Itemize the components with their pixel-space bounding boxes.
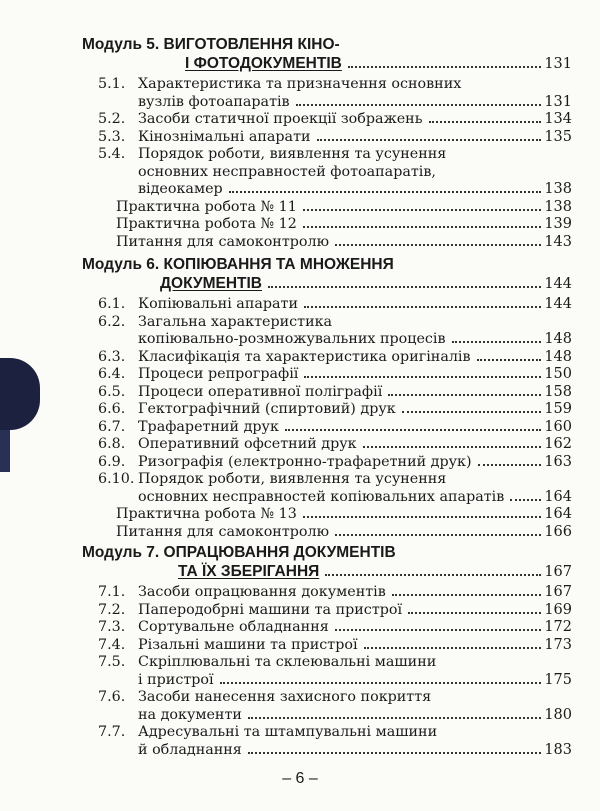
entry-number: 6.7. — [98, 418, 126, 435]
module-5 — [82, 36, 572, 251]
entry-page-number: 134 — [544, 111, 572, 127]
dot-leader — [335, 534, 541, 536]
module-title-line1: Модуль 6. КОПІЮВАННЯ ТА МНОЖЕННЯ — [82, 256, 394, 273]
dot-leader — [325, 574, 541, 576]
entry-number: 6.4. — [98, 366, 126, 382]
entry-title: основних несправностей копіювальних апаратів — [138, 488, 505, 505]
module-heading — [82, 544, 572, 581]
entry-title: Засоби нанесення захисного покриття — [138, 689, 432, 705]
entry-number: 6.8. — [98, 436, 126, 452]
dot-leader — [335, 244, 541, 246]
entry-page-number: 166 — [544, 523, 572, 540]
entry-title: Засоби статичної проекції зображень — [138, 111, 423, 127]
entry-line — [138, 584, 572, 602]
module-page-number: 167 — [544, 564, 572, 580]
entry-page-number: 138 — [544, 181, 572, 197]
entry-page-number: 135 — [544, 128, 572, 145]
entry-title: Питання для самоконтролю — [116, 233, 330, 250]
dot-leader — [363, 446, 542, 448]
entry-body — [116, 524, 572, 542]
entry-number: 5.2. — [98, 111, 126, 127]
entry-line — [138, 654, 572, 672]
entry-title: Різальні машини та пристрої — [138, 636, 358, 653]
entry-body — [138, 454, 572, 472]
dot-leader — [510, 499, 541, 501]
entry-page-number: 138 — [544, 198, 572, 215]
entry-title: Трафаретний друк — [138, 418, 279, 435]
entry-page-number: 173 — [544, 636, 572, 653]
toc-entry — [98, 111, 572, 129]
entry-number: 7.6. — [98, 689, 126, 705]
entry-title: Порядок роботи, виявлення та усунення — [138, 146, 447, 162]
dot-leader — [392, 594, 542, 596]
entry-line — [138, 471, 572, 489]
entry-line — [138, 707, 572, 725]
entry-page-number: 144 — [544, 296, 572, 312]
entry-page-number: 162 — [544, 436, 572, 452]
entry-number: 6.2. — [98, 313, 126, 330]
entry-title: і пристрої — [138, 671, 214, 688]
entry-line — [138, 401, 572, 419]
entry-line — [138, 164, 572, 182]
entry-line — [138, 436, 572, 454]
entry-title: Практична робота № 13 — [116, 506, 297, 522]
entry-body — [138, 436, 572, 454]
dot-leader — [229, 191, 542, 193]
entry-page-number: 175 — [544, 671, 572, 688]
entry-body — [116, 199, 572, 217]
entry-number: 6.1. — [98, 296, 126, 312]
entry-body — [138, 146, 572, 199]
entry-line — [138, 331, 572, 349]
entry-line — [138, 111, 572, 129]
toc-entry — [98, 471, 572, 506]
entry-title: Паперодобрні машини та пристрої — [138, 601, 403, 618]
module-6 — [82, 256, 572, 541]
entry-number: 7.2. — [98, 601, 126, 618]
entry-number: 7.1. — [98, 584, 126, 600]
module-title-line2 — [82, 275, 572, 293]
module-title-line2 — [82, 55, 572, 73]
module-heading — [82, 256, 572, 293]
entry-body — [138, 129, 572, 147]
entry-body — [138, 366, 572, 384]
entry-title: Скріплювальні та склеювальні машини — [138, 654, 437, 670]
entry-body — [138, 384, 572, 402]
entry-title: Сортувальне обладнання — [138, 619, 329, 635]
entry-page-number: 131 — [544, 93, 572, 110]
entry-line — [138, 742, 572, 760]
entry-line — [138, 349, 572, 367]
entry-line — [116, 506, 572, 524]
entry-line — [116, 199, 572, 217]
dot-leader — [268, 286, 541, 288]
dot-leader — [248, 752, 541, 754]
entry-line — [138, 619, 572, 637]
entry-title: Копіювальні апарати — [138, 296, 298, 312]
module-7 — [82, 544, 572, 759]
entry-number: 5.1. — [98, 76, 126, 92]
toc-entry — [98, 314, 572, 349]
entry-line — [138, 181, 572, 199]
toc-entry — [98, 602, 572, 620]
toc-entry — [98, 436, 572, 454]
entry-body — [138, 76, 572, 111]
entry-line — [116, 216, 572, 234]
dot-leader — [317, 139, 542, 141]
scan-artifact — [0, 358, 40, 430]
entry-page-number: 163 — [544, 453, 572, 470]
entry-body — [138, 724, 572, 759]
entry-body — [138, 419, 572, 437]
module-page-number: 131 — [544, 56, 572, 72]
entry-body — [138, 401, 572, 419]
dot-leader — [296, 104, 542, 106]
toc-entry — [98, 234, 572, 252]
entry-body — [116, 216, 572, 234]
entry-line — [116, 524, 572, 542]
entry-body — [138, 314, 572, 349]
dot-leader — [478, 464, 542, 466]
entry-number: 6.5. — [98, 383, 126, 400]
entry-title: Ризографія (електронно-трафаретний друк) — [138, 453, 472, 470]
entry-body — [138, 349, 572, 367]
dot-leader — [429, 121, 542, 123]
entry-number: 6.6. — [98, 401, 126, 417]
entry-page-number: 150 — [544, 366, 572, 382]
entry-line — [138, 94, 572, 112]
dot-leader — [402, 411, 542, 413]
entry-line — [138, 314, 572, 332]
module-title-line1: Модуль 5. ВИГОТОВЛЕННЯ КІНО- — [82, 36, 340, 53]
dot-leader — [388, 394, 541, 396]
dot-leader — [408, 612, 541, 614]
entry-line — [138, 489, 572, 507]
module-title-text: ДОКУМЕНТІВ — [160, 275, 262, 292]
dot-leader — [304, 376, 541, 378]
toc-entry — [98, 146, 572, 199]
entry-page-number: 160 — [544, 418, 572, 435]
entry-line — [138, 296, 572, 314]
entry-page-number: 180 — [544, 706, 572, 723]
module-title-line2 — [82, 563, 572, 581]
toc-entry — [98, 216, 572, 234]
entry-title: Кінознімальні апарати — [138, 128, 311, 145]
entry-body — [116, 234, 572, 252]
entry-title: Практична робота № 11 — [116, 198, 297, 215]
toc-entry — [98, 654, 572, 689]
entry-number: 7.7. — [98, 724, 126, 740]
dot-leader — [220, 682, 542, 684]
entry-title: Порядок роботи, виявлення та усунення — [138, 471, 447, 487]
module-heading — [82, 36, 572, 73]
entry-list — [82, 296, 572, 541]
module-title-text: І ФОТОДОКУМЕНТІВ — [185, 55, 342, 72]
entry-line — [138, 672, 572, 690]
dot-leader — [364, 647, 542, 649]
entry-list — [82, 584, 572, 759]
entry-title: на документи — [138, 706, 242, 723]
entry-number: 7.5. — [98, 654, 126, 670]
entry-page-number: 183 — [544, 741, 572, 758]
module-page-number: 144 — [544, 276, 572, 292]
entry-page-number: 164 — [544, 488, 572, 505]
entry-body — [138, 602, 572, 620]
toc-entry — [98, 454, 572, 472]
dot-leader — [335, 629, 542, 631]
entry-line — [138, 146, 572, 164]
toc-entry — [98, 199, 572, 217]
entry-title: Процеси репрографії — [138, 366, 299, 382]
entry-number: 6.3. — [98, 348, 126, 365]
dot-leader — [248, 717, 541, 719]
dot-leader — [452, 341, 542, 343]
entry-body — [138, 689, 572, 724]
entry-page-number: 167 — [544, 584, 572, 600]
toc-entry — [98, 349, 572, 367]
entry-list — [82, 76, 572, 251]
entry-body — [138, 296, 572, 314]
entry-number: 6.10. — [98, 471, 135, 487]
entry-page-number: 148 — [544, 348, 572, 365]
entry-number: 7.4. — [98, 636, 126, 653]
dot-leader — [304, 306, 541, 308]
entry-line — [138, 637, 572, 655]
entry-number: 5.4. — [98, 146, 126, 162]
entry-line — [138, 76, 572, 94]
entry-title: Процеси оперативної поліграфії — [138, 383, 383, 400]
entry-title: основних несправностей фотоапаратів, — [138, 163, 436, 180]
entry-title: Оперативний офсетний друк — [138, 436, 357, 452]
dot-leader — [303, 516, 542, 518]
entry-page-number: 164 — [544, 506, 572, 522]
entry-title: вузлів фотоапаратів — [138, 93, 290, 110]
entry-line — [138, 384, 572, 402]
toc-entry — [98, 296, 572, 314]
entry-title: Гектографічний (спиртовий) друк — [138, 401, 396, 417]
entry-title: Адресувальні та штампувальні машини — [138, 724, 438, 740]
toc-entry — [98, 76, 572, 111]
entry-number: 7.3. — [98, 619, 126, 635]
toc-entry — [98, 129, 572, 147]
entry-title: Питання для самоконтролю — [116, 523, 330, 540]
entry-line — [138, 689, 572, 707]
entry-body — [138, 471, 572, 506]
toc-entry — [98, 689, 572, 724]
dot-leader — [303, 226, 542, 228]
entry-line — [138, 724, 572, 742]
toc-entry — [98, 724, 572, 759]
entry-page-number: 159 — [544, 401, 572, 417]
toc-entry — [98, 419, 572, 437]
entry-page-number: 169 — [544, 601, 572, 618]
entry-line — [116, 234, 572, 252]
entry-line — [138, 454, 572, 472]
entry-page-number: 172 — [544, 619, 572, 635]
toc-entry — [98, 524, 572, 542]
dot-leader — [348, 66, 541, 68]
toc-entry — [98, 366, 572, 384]
entry-body — [138, 654, 572, 689]
entry-title: копіювально-розмножувальних процесів — [138, 331, 446, 347]
entry-line — [138, 419, 572, 437]
entry-number: 5.3. — [98, 128, 126, 145]
entry-body — [138, 111, 572, 129]
entry-title: Характеристика та призначення основних — [138, 76, 462, 92]
entry-page-number: 143 — [544, 233, 572, 250]
entry-title: Класифікація та характеристика оригіналів — [138, 348, 471, 365]
page-number: – 6 – — [282, 770, 318, 787]
entry-body — [138, 584, 572, 602]
entry-page-number: 148 — [544, 331, 572, 347]
toc-entry — [98, 637, 572, 655]
entry-title: Загальна характеристика — [138, 313, 333, 330]
entry-line — [138, 602, 572, 620]
entry-title: й обладнання — [138, 741, 242, 758]
entry-title: Практична робота № 12 — [116, 216, 297, 232]
entry-line — [138, 129, 572, 147]
entry-title: Засоби опрацювання документів — [138, 584, 386, 600]
toc-entry — [98, 619, 572, 637]
entry-page-number: 158 — [544, 383, 572, 400]
entry-body — [116, 506, 572, 524]
toc-entry — [98, 584, 572, 602]
entry-page-number: 139 — [544, 216, 572, 232]
entry-line — [138, 366, 572, 384]
entry-body — [138, 619, 572, 637]
entry-title: відеокамер — [138, 181, 223, 197]
dot-leader — [477, 359, 542, 361]
toc-entry — [98, 384, 572, 402]
module-title-line1: Модуль 7. ОПРАЦЮВАННЯ ДОКУМЕНТІВ — [82, 544, 396, 561]
entry-body — [138, 637, 572, 655]
module-title-text: ТА ЇХ ЗБЕРІГАННЯ — [178, 563, 320, 580]
toc-entry — [98, 506, 572, 524]
dot-leader — [285, 429, 541, 431]
dot-leader — [303, 209, 542, 211]
toc-entry — [98, 401, 572, 419]
entry-number: 6.9. — [98, 453, 126, 470]
